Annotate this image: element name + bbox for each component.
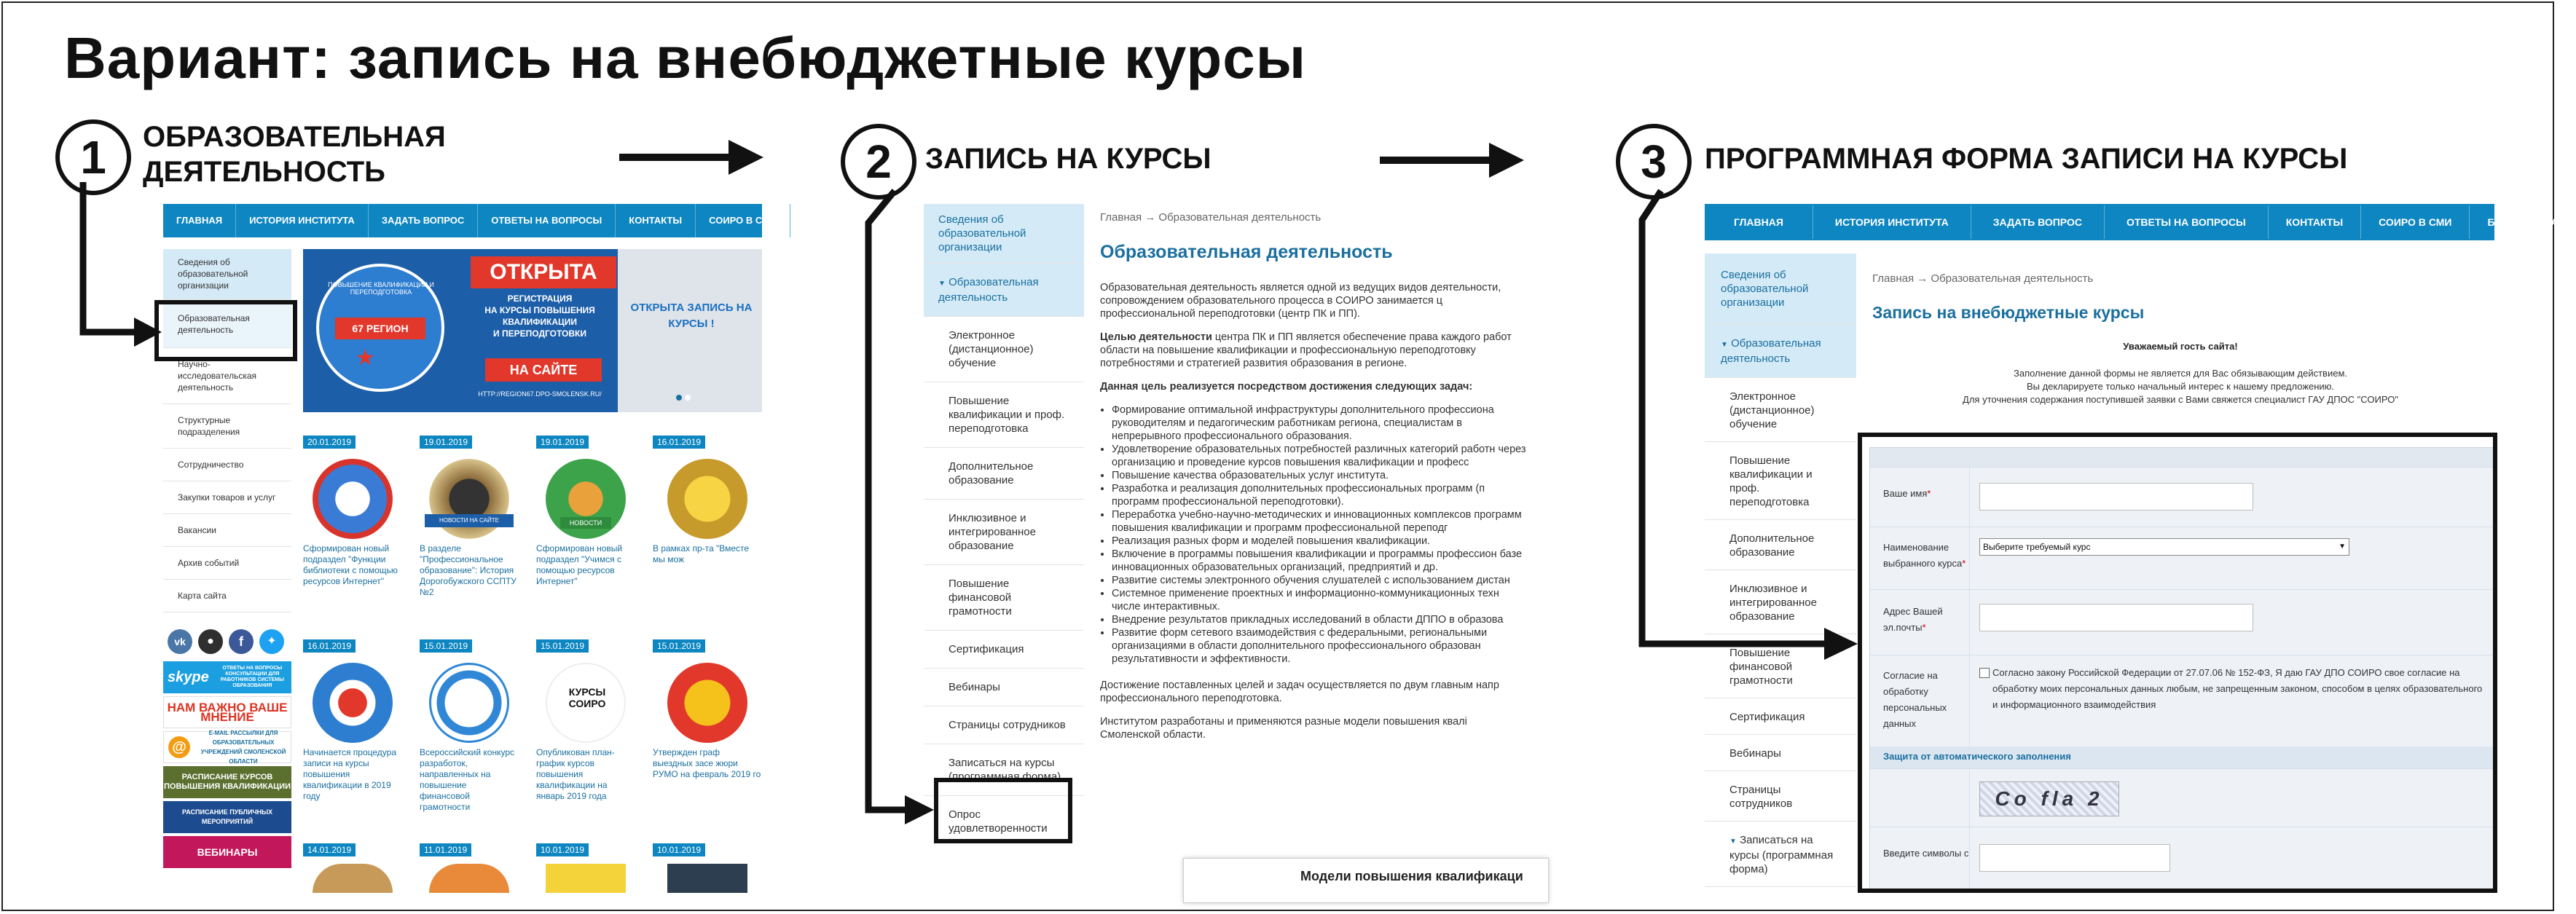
course-label-text: Наименование выбранного курса — [1883, 542, 1963, 569]
emblem-vertical-text: ПОВЫШЕНИЕ КВАЛИФИКАЦИИ И ПЕРЕПОДГОТОВКА — [328, 281, 434, 296]
news-date: 16.01.2019 — [653, 436, 705, 449]
news-card[interactable] — [303, 843, 402, 893]
step-3-label: ПРОГРАММНАЯ ФОРМА ЗАПИСИ НА КУРСЫ — [1705, 143, 2348, 175]
news-card[interactable] — [536, 843, 635, 893]
sidebar-item-additional[interactable]: Дополнительное образование — [1705, 520, 1856, 570]
nav-ask[interactable]: ЗАДАТЬ ВОПРОС — [1971, 205, 2105, 239]
news-card[interactable] — [303, 639, 402, 802]
sidebar-item-vacancies[interactable]: Вакансии — [163, 514, 291, 547]
page-heading: Образовательная деятельность — [1100, 242, 1393, 262]
nav-history[interactable]: ИСТОРИЯ ИНСТИТУТА — [1813, 205, 1971, 239]
greeting: Уважаемый гость сайта! — [2123, 341, 2238, 352]
nav-ask[interactable]: ЗАДАТЬ ВОПРОС — [369, 204, 478, 237]
course-select-value: Выберите требуемый курс — [1983, 542, 2091, 552]
step-1-circle: 1 — [55, 119, 131, 195]
chevron-down-icon: ▼ — [2339, 543, 2346, 551]
list-item: • Разработка и реализация дополнительных профессиональных программ (п программ профессиональной переподготовки). — [1112, 482, 1530, 508]
slide-main — [303, 249, 618, 412]
news-text: Начинается процедура записи на курсы повышения квалификации в 2019 году — [303, 747, 397, 801]
step-2-label: ЗАПИСЬ НА КУРСЫ — [925, 143, 1212, 175]
nav-library[interactable]: БИБЛИОТЕКА — [2487, 216, 2559, 228]
highlight-form — [1858, 433, 2497, 893]
sidebar-item-enroll[interactable]: Записаться на курсы (программная форма) — [924, 744, 1084, 796]
nav-history[interactable]: ИСТОРИЯ ИНСТИТУТА — [236, 204, 369, 237]
slider-dot[interactable] — [685, 395, 691, 401]
paragraph-tasks: Данная цель реализуется посредством достижения следующих задач: — [1100, 381, 1473, 393]
caret-down-icon: ▼ — [938, 280, 946, 288]
email-label-text: Адрес Вашей эл.почты — [1883, 606, 1943, 633]
news-date: 10.01.2019 — [653, 843, 705, 856]
list-item: • Удовлетворение образовательных потребностей различных категорий работн через организацию и проведение курсов повышения квалификации и професс — [1112, 443, 1530, 469]
banner-line-2: НА КУРСЫ ПОВЫШЕНИЯ — [484, 305, 595, 315]
note-line: Для уточнения содержания поступившей заявки с Вами свяжется специалист ГАУ ДПОС "СОИРО" — [1963, 394, 2398, 405]
slider[interactable] — [303, 249, 762, 412]
arrow-to-form-icon — [1632, 191, 1865, 657]
notes — [1872, 367, 2489, 406]
skype-logo: skype — [168, 669, 209, 685]
list-item: • Реализация разных форм и моделей повышения квалификации. — [1112, 535, 1530, 548]
bold-lead: Целью деятельности — [1100, 331, 1212, 343]
list-item: • Внедрение результатов прикладных исследований в области ДППО в образова — [1112, 613, 1530, 626]
nav-answers[interactable]: ОТВЕТЫ НА ВОПРОСЫ — [2105, 205, 2269, 239]
news-date: 14.01.2019 — [303, 843, 356, 856]
sidebar-item-staff[interactable]: Страницы сотрудников — [924, 706, 1084, 744]
slider-dot-active[interactable] — [676, 395, 682, 401]
sidebar-item-staff[interactable]: Страницы сотрудников — [1705, 771, 1856, 822]
sidebar-item-certification[interactable]: Сертификация — [1705, 698, 1856, 735]
captcha-image: Co fla 2 — [1979, 781, 2119, 816]
models-title: Модели повышения квалификаци — [1300, 869, 1523, 883]
twitter-icon[interactable]: ✦ — [259, 629, 284, 654]
news-image — [667, 864, 747, 893]
sidebar-item-inclusive[interactable]: Инклюзивное и интегрированное образование — [924, 500, 1084, 565]
news-card[interactable] — [420, 436, 519, 598]
page-heading: Запись на внебюджетные курсы — [1872, 303, 2145, 322]
step-1-label-line2: ДЕЯТЕЛЬНОСТЬ — [143, 156, 385, 188]
library-icon — [313, 459, 393, 539]
nav-contacts[interactable]: КОНТАКТЫ — [2269, 205, 2361, 239]
sidebar-item-archive[interactable]: Архив событий — [163, 547, 291, 580]
arrow-to-enroll-icon — [858, 191, 938, 832]
required-mark: * — [1922, 622, 1926, 633]
list-item: • Переработка учебно-научно-методических и инновационных комплексов программ повышения квалификации и программ профессиональной переподг — [1112, 508, 1530, 535]
list-item: • Формирование оптимальной инфраструктуры дополнительного профессиона руководителям и педагогическим работникам региона, специалистам в непрерывного профессионального образования. — [1112, 403, 1530, 443]
paragraph — [1100, 331, 1530, 370]
banner-events[interactable]: РАСПИСАНИЕ ПУБЛИЧНЫХ МЕРОПРИЯТИЙ — [163, 801, 291, 833]
finance-icon — [429, 663, 509, 743]
banner-webinars[interactable]: ВЕБИНАРЫ — [163, 836, 291, 868]
building-icon — [667, 459, 747, 539]
sidebar-item-survey[interactable]: Опрос удовлетворенности — [949, 808, 1048, 835]
news-date: 20.01.2019 — [303, 436, 356, 449]
step-1-label-line1: ОБРАЗОВАТЕЛЬНАЯ — [143, 121, 446, 153]
sidebar-item-qualification[interactable]: Повышение квалификации и проф. переподготовка — [1705, 442, 1856, 520]
news-card[interactable] — [536, 639, 635, 802]
news-text: Утвержден граф выездных засе жюри РУМО на февраль 2019 го — [653, 747, 761, 779]
kursy-icon — [546, 663, 626, 743]
highlight-enroll-link — [934, 778, 1072, 843]
news-text: В рамках пр-та "Вместе мы мож — [653, 543, 750, 564]
banner-url[interactable]: HTTP://REGION67.DPO-SMOLENSK.RU/ — [478, 390, 602, 398]
news-card[interactable] — [303, 436, 402, 587]
consent-text: Согласно закону Российской Федерации от 27.07.06 № 152-ФЗ, Я даю ГАУ ДПО СОИРО свое согласие на обработку моих персональных данных любым, не запрещенным законом, способом в целях образовательного и информационного взаимодействия — [1992, 667, 2483, 710]
list-item: • Развитие форм сетевого взаимодействия с федеральными, региональными организациями в области дополнительного профессионального образован результативности и эффективности. — [1112, 626, 1530, 666]
sidebar-item-education-label: Образовательная деятельность — [938, 276, 1039, 304]
news-date: 16.01.2019 — [303, 639, 356, 653]
arrow-right-icon — [619, 135, 765, 179]
region-badge: 67 РЕГИОН — [335, 318, 425, 339]
sidebar-item-enroll[interactable] — [1705, 822, 1856, 887]
highlight-education-link — [154, 300, 297, 361]
news-text: Опубликован план-график курсов повышения квалификации на январь 2019 года — [536, 747, 615, 801]
news-image — [546, 864, 626, 893]
sidebar-item-procurement[interactable]: Закупки товаров и услуг — [163, 481, 291, 514]
news-date: 19.01.2019 — [536, 436, 589, 449]
sidebar-item-certification[interactable]: Сертификация — [924, 631, 1084, 669]
news-card[interactable] — [536, 436, 635, 587]
breadcrumb[interactable]: Главная → Образовательная деятельность — [1872, 272, 2094, 285]
sidebar-item-sitemap[interactable]: Карта сайта — [163, 580, 291, 612]
odnoklassniki-icon[interactable]: ● — [198, 629, 223, 654]
open-label: ОТКРЫТА — [471, 256, 616, 288]
news-card[interactable] — [420, 639, 519, 813]
paragraph: Институтом разработаны и применяются разные модели повышения квалі Смоленской области. — [1100, 716, 1467, 741]
rumo-icon — [667, 663, 747, 743]
sidebar-item-elearning[interactable]: Электронное (дистанционное) обучение — [924, 317, 1084, 382]
news-badge-label: НОВОСТИ НА САЙТЕ — [425, 514, 514, 527]
list-item: • Развитие системы электронного обучения слушателей с использованием дистан — [1112, 574, 1530, 587]
sidebar-item-qualification[interactable]: Повышение квалификации и проф. переподготовка — [924, 382, 1084, 448]
sidebar-item-info[interactable]: Сведения об образовательной организации — [924, 204, 1084, 264]
note-line: Заполнение данной формы не является для Вас обязывающим действием. — [2013, 368, 2347, 379]
step-3-circle: 3 — [1616, 124, 1692, 200]
region-emblem — [316, 264, 444, 392]
news-card[interactable] — [420, 843, 519, 893]
name-label-text: Ваше имя — [1883, 488, 1928, 499]
note-line: Вы декларируете только начальный интерес к нашему предложению. — [2026, 381, 2335, 392]
banner-line-3: КВАЛИФИКАЦИИ — [502, 317, 578, 327]
banner-schedule[interactable]: РАСПИСАНИЕ КУРСОВ ПОВЫШЕНИЯ КВАЛИФИКАЦИИ — [163, 766, 291, 798]
task-list — [1100, 403, 1530, 666]
news-image — [429, 864, 509, 893]
sidebar-item-elearning[interactable]: Электронное (дистанционное) обучение — [1705, 378, 1856, 442]
nav-answers[interactable]: ОТВЕТЫ НА ВОПРОСЫ — [478, 204, 616, 237]
captcha-header: Защита от автоматического заполнения — [1883, 751, 2071, 762]
news-card[interactable] — [653, 436, 762, 565]
step-1-label — [143, 119, 446, 189]
banner-line-4: И ПЕРЕПОДГОТОВКИ — [493, 328, 586, 339]
news-card[interactable] — [653, 843, 762, 893]
sidebar-item-cooperation[interactable]: Сотрудничество — [163, 449, 291, 481]
news-badge-icon — [429, 459, 509, 539]
sidebar-item-education[interactable] — [924, 264, 1084, 317]
article-body — [1100, 281, 1530, 752]
sidebar-item-structure[interactable]: Структурные подразделения — [163, 404, 291, 449]
news-date: 15.01.2019 — [653, 639, 705, 653]
caret-down-icon: ▼ — [1729, 838, 1737, 846]
books-icon — [546, 459, 626, 539]
arrow-right-icon — [1380, 138, 1525, 182]
page-title: Вариант: запись на внебюджетные курсы — [64, 25, 1307, 90]
list-item: • Включение в программы повышения квалификации и программы профессион базе инновационных образовательных организаций, предприятий и др. — [1112, 548, 1530, 574]
sidebar-item-info[interactable]: Сведения об образовательной организации — [163, 249, 291, 299]
captcha-input-label: Введите символы с — [1883, 848, 1969, 859]
email-at-icon: @ — [168, 736, 190, 758]
news-text: Сформирован новый подраздел "Учимся с помощью ресурсов Интернет" — [536, 543, 623, 586]
slide-side-text: ОТКРЫТА ЗАПИСЬ НА КУРСЫ ! — [630, 302, 753, 330]
news-image — [313, 864, 393, 893]
on-site-label: НА САЙТЕ — [485, 358, 602, 382]
nav-contacts[interactable]: КОНТАКТЫ — [616, 204, 696, 237]
breadcrumb[interactable]: Главная → Образовательная деятельность — [1100, 211, 1322, 224]
news-date: 15.01.2019 — [536, 639, 589, 653]
vk-icon[interactable]: vk — [168, 629, 192, 654]
top-nav — [163, 204, 777, 237]
banner-line-1: РЕГИСТРАЦИЯ — [507, 293, 573, 304]
caret-down-icon: ▼ — [1721, 341, 1728, 349]
arrow-to-education-icon — [73, 182, 168, 350]
banner-skype[interactable] — [163, 661, 291, 693]
sidebar-item-webinars[interactable]: Вебинары — [1705, 735, 1856, 771]
nav-media[interactable]: СОИРО В СМИ — [2361, 205, 2470, 239]
banner-skype-text: ОТВЕТЫ НА ВОПРОСЫ КОНСУЛЬТАЦИИ ДЛЯ РАБОТНИКОВ СИСТЕМЫ ОБРАЗОВАНИЯ — [220, 666, 284, 688]
courses-icon — [313, 663, 393, 743]
sidebar-item-inclusive[interactable]: Инклюзивное и интегрированное образование — [1705, 570, 1856, 634]
news-text: В разделе "Профессиональное образование": История Дорогобужского ССПТУ №2 — [420, 543, 517, 597]
sidebar-item-enroll-label: Записаться на курсы (программная форма) — [1729, 834, 1834, 875]
banner-opinion[interactable]: НАМ ВАЖНО ВАШЕ МНЕНИЕ — [163, 696, 291, 728]
banner-text — [463, 293, 616, 339]
news-date: 15.01.2019 — [420, 639, 472, 653]
list-item: • Повышение качества образовательных услуг института. — [1112, 469, 1530, 482]
news-date: 19.01.2019 — [420, 436, 472, 449]
consent-label: Согласие на обработку персональных данных — [1883, 670, 1947, 729]
sidebar-item-webinars[interactable]: Вебинары — [924, 669, 1084, 706]
news-text: Всероссийский конкурс разработок, направленных на повышение финансовой грамотности — [420, 747, 515, 812]
news-date: 10.01.2019 — [536, 843, 589, 856]
models-box[interactable] — [1183, 858, 1549, 903]
sidebar-item-education[interactable]: Образовательная деятельность — [163, 299, 291, 348]
sidebar-item-finance[interactable]: Повышение финансовой грамотности — [1705, 634, 1856, 698]
sidebar-item-research[interactable]: Научно-исследовательская деятельность — [163, 348, 291, 404]
nav-media[interactable]: СОИРО В СМИ — [696, 204, 790, 237]
kursy-label: КУРСЫ СОИРО — [568, 686, 606, 709]
paragraph: Достижение поставленных целей и задач осуществляется по двум главным напр профессионального переподготовка. — [1100, 679, 1499, 704]
paragraph: Образовательная деятельность является одной из ведущих видов деятельности, сопровождением образовательного процесса в СОИРО занимается ц профессиональной переподготовки (центр ПК и ПП). — [1100, 282, 1501, 320]
sidebar-item-education-label: Образовательная деятельность — [1721, 337, 1821, 365]
facebook-icon[interactable]: f — [229, 629, 254, 654]
sidebar-item-finance[interactable]: Повышение финансовой грамотности — [924, 565, 1084, 631]
news-text: Сформирован новый подраздел "Функции библиотеки с помощью ресурсов Интернет" — [303, 543, 398, 586]
news-date: 11.01.2019 — [420, 843, 471, 856]
sidebar-item-info[interactable]: Сведения об образовательной организации — [1705, 253, 1856, 325]
banner-email[interactable] — [163, 731, 291, 763]
news-badge-label: НОВОСТИ — [560, 517, 611, 529]
news-card[interactable] — [653, 639, 762, 780]
nav-home[interactable]: ГЛАВНАЯ — [163, 204, 236, 237]
list-item: • Системное применение проектных и информационно-коммуникационных техн числе интерактивных. — [1112, 587, 1530, 613]
sidebar-item-additional[interactable]: Дополнительное образование — [924, 448, 1084, 500]
nav-home[interactable]: ГЛАВНАЯ — [1705, 205, 1813, 239]
paragraph-rest: центра ПК и ПП является обеспечение права каждого работ области на повышение квалификации и профессиональную переподготовку потребностями и стратегией развития образования в регионе. — [1100, 331, 1512, 369]
step-2-circle: 2 — [841, 124, 916, 200]
required-mark: * — [1962, 558, 1966, 569]
required-mark: * — [1927, 488, 1931, 499]
star-icon: ★ — [356, 346, 375, 370]
banner-email-text: E-MAIL РАССЫЛКИ ДЛЯ ОБРАЗОВАТЕЛЬНЫХ УЧРЕЖДЕНИЙ СМОЛЕНСКОЙ ОБЛАСТИ — [200, 730, 286, 765]
social-icons — [166, 629, 296, 654]
